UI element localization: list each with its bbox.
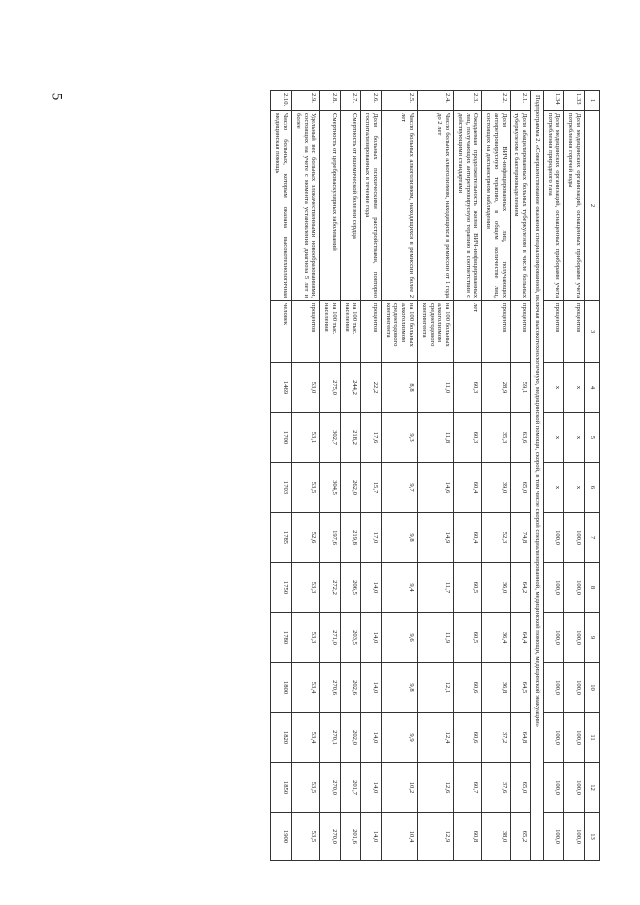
value-cell: 53,5 — [292, 463, 320, 513]
value-cell: 11,9 — [417, 613, 453, 663]
section-row — [531, 91, 544, 861]
value-cell: 14,0 — [361, 763, 382, 813]
value-cell: 59,1 — [510, 363, 531, 413]
table-row — [271, 91, 292, 861]
column-header: 11 — [585, 713, 600, 763]
value-cell: 202,0 — [340, 713, 361, 763]
value-cell: 14,9 — [417, 513, 453, 563]
indicator-name: Доля медицинских организаций, оснащенных приборами учета потребления природного газа — [543, 111, 564, 301]
value-cell: 9,7 — [381, 463, 417, 513]
value-cell: 100,0 — [564, 813, 585, 861]
row-number: 2.4. — [417, 91, 453, 111]
value-cell: 201,6 — [340, 813, 361, 861]
value-cell: 65,2 — [510, 813, 531, 861]
value-cell: 11,0 — [417, 363, 453, 413]
page-number: 5 — [48, 92, 65, 101]
value-cell: 275,0 — [320, 363, 341, 413]
indicator-name: Ожидаемая продолжительность жизни ВИЧ-инфицированных лиц, получающих антиретровирусную терапию в соответствии с действующими стандартами — [454, 111, 482, 301]
value-cell: 304,5 — [320, 463, 341, 513]
value-cell: 14,0 — [361, 613, 382, 663]
value-cell: 100,0 — [543, 513, 564, 563]
value-cell: 1800 — [271, 663, 292, 713]
value-cell: 22,2 — [361, 363, 382, 413]
value-cell: 14,0 — [361, 813, 382, 861]
value-cell: 1900 — [271, 813, 292, 861]
indicator-name: Доля абацилированных больных туберкулезом в числе больных туберкулезом с бактериовыделением — [510, 111, 531, 301]
value-cell: x — [543, 463, 564, 513]
value-cell: 270,6 — [320, 663, 341, 713]
value-cell: 9,6 — [381, 613, 417, 663]
indicator-name: Доля ВИЧ-инфицированных лиц, получающих антиретровирусную терапию, в общем количестве лиц, состоящих на диспансерном наблюдении — [482, 111, 510, 301]
indicator-name: Доля медицинских организаций, оснащенных приборами учета потребления горячей воды — [564, 111, 585, 301]
row-number: 2.8. — [320, 91, 341, 111]
value-cell: 1750 — [271, 563, 292, 613]
value-cell: 14,6 — [417, 463, 453, 513]
value-cell: 219,8 — [340, 513, 361, 563]
value-cell: 100,0 — [564, 713, 585, 763]
value-cell: 64,4 — [510, 613, 531, 663]
unit-cell: на 100 больных алкоголизмом среднегодового контингента — [381, 301, 417, 363]
table-row — [292, 91, 320, 861]
value-cell: 302,7 — [320, 413, 341, 463]
column-header: 8 — [585, 563, 600, 613]
indicator-name: Число больных, которым оказана высокотехнологичная медицинская помощь — [271, 111, 292, 301]
unit-cell: процентов — [510, 301, 531, 363]
column-header: 12 — [585, 763, 600, 813]
value-cell: 9,3 — [381, 413, 417, 463]
value-cell: 270,0 — [320, 763, 341, 813]
value-cell: 60,6 — [454, 713, 482, 763]
value-cell: 65,0 — [510, 763, 531, 813]
value-cell: 53,5 — [292, 813, 320, 861]
column-header: 6 — [585, 463, 600, 513]
column-header: 13 — [585, 813, 600, 861]
table-row — [361, 91, 382, 861]
table-row — [340, 91, 361, 861]
unit-cell: процентов — [543, 301, 564, 363]
value-cell: 1703 — [271, 463, 292, 513]
value-cell: x — [564, 363, 585, 413]
row-number: 2.6. — [361, 91, 382, 111]
row-number: 2.5. — [381, 91, 417, 111]
value-cell: 39,0 — [482, 463, 510, 513]
table-row — [482, 91, 510, 861]
table-row — [510, 91, 531, 861]
value-cell: 271,0 — [320, 613, 341, 663]
value-cell: 100,0 — [543, 613, 564, 663]
value-cell: 52,3 — [482, 513, 510, 563]
value-cell: 100,0 — [543, 813, 564, 861]
value-cell: 12,1 — [417, 663, 453, 713]
table-row — [320, 91, 341, 861]
unit-cell: лет — [454, 301, 482, 363]
value-cell: 10,2 — [381, 763, 417, 813]
value-cell: 218,2 — [340, 413, 361, 463]
value-cell: 10,4 — [381, 813, 417, 861]
value-cell: 11,7 — [417, 563, 453, 613]
indicator-name: Смертность от ишемической болезни сердца — [340, 111, 361, 301]
value-cell: 53,1 — [292, 413, 320, 463]
value-cell: 100,0 — [564, 613, 585, 663]
value-cell: 14,0 — [361, 663, 382, 713]
value-cell: 8,8 — [381, 363, 417, 413]
value-cell: 53,4 — [292, 713, 320, 763]
value-cell: 65,0 — [510, 463, 531, 513]
value-cell: 203,5 — [340, 613, 361, 663]
value-cell: 37,6 — [482, 763, 510, 813]
value-cell: 53,3 — [292, 563, 320, 613]
value-cell: 1469 — [271, 363, 292, 413]
value-cell: 244,2 — [340, 363, 361, 413]
value-cell: 100,0 — [564, 763, 585, 813]
value-cell: 60,8 — [454, 813, 482, 861]
column-header: 4 — [585, 363, 600, 413]
value-cell: 100,0 — [564, 513, 585, 563]
value-cell: 53,5 — [292, 763, 320, 813]
table-row — [381, 91, 417, 861]
value-cell: 201,7 — [340, 763, 361, 813]
value-cell: 17,0 — [361, 513, 382, 563]
value-cell: x — [564, 463, 585, 513]
unit-cell: человек — [271, 301, 292, 363]
table-row — [543, 91, 564, 861]
indicator-name: Удельный вес больных злокачественными новообразованиями, состоящих на учете с момента установления диагноза 5 лет и более — [292, 111, 320, 301]
row-number: 2.7. — [340, 91, 361, 111]
value-cell: 38,0 — [482, 813, 510, 861]
value-cell: 60,5 — [454, 563, 482, 613]
column-header: 10 — [585, 663, 600, 713]
value-cell: 206,5 — [340, 563, 361, 613]
value-cell: x — [543, 413, 564, 463]
unit-cell: процентов — [361, 301, 382, 363]
value-cell: 60,7 — [454, 763, 482, 813]
indicator-name: Число больных алкоголизмом, находящихся в ремиссии от 1 года до 2 лет — [417, 111, 453, 301]
value-cell: 197,6 — [320, 513, 341, 563]
value-cell: 15,7 — [361, 463, 382, 513]
value-cell: 9,8 — [381, 663, 417, 713]
value-cell: 1820 — [271, 713, 292, 763]
value-cell: 1785 — [271, 513, 292, 563]
unit-cell: на 100 больных алкоголизмом среднегодового контингента — [417, 301, 453, 363]
value-cell: 60,6 — [454, 663, 482, 713]
value-cell: 63,6 — [510, 413, 531, 463]
value-cell: 37,2 — [482, 713, 510, 763]
value-cell: 12,4 — [417, 713, 453, 763]
value-cell: 60,5 — [454, 613, 482, 663]
unit-cell: на 100 тыс. населения — [340, 301, 361, 363]
value-cell: 53,3 — [292, 613, 320, 663]
value-cell: 35,3 — [482, 413, 510, 463]
value-cell: 11,8 — [417, 413, 453, 463]
value-cell: 262,0 — [340, 463, 361, 513]
value-cell: 60,4 — [454, 513, 482, 563]
row-number: 2.1. — [510, 91, 531, 111]
value-cell: 100,0 — [543, 713, 564, 763]
column-header: 1 — [585, 91, 600, 111]
indicator-name: Доля больных психическими расстройствами, повторно госпитализированных в течение года — [361, 111, 382, 301]
value-cell: x — [564, 413, 585, 463]
value-cell: 100,0 — [564, 663, 585, 713]
value-cell: 60,4 — [454, 463, 482, 513]
unit-cell: процентов — [564, 301, 585, 363]
unit-cell: на 100 тыс. населения — [320, 301, 341, 363]
rotated-table-container — [70, 90, 600, 860]
value-cell: 53,0 — [292, 363, 320, 413]
column-header: 2 — [585, 111, 600, 301]
row-number: 1.34 — [543, 91, 564, 111]
indicator-name: Смертность от цереброваскулярных заболеваний — [320, 111, 341, 301]
value-cell: 100,0 — [564, 563, 585, 613]
value-cell: 270,1 — [320, 713, 341, 763]
row-number: 1.33 — [564, 91, 585, 111]
value-cell: 64,5 — [510, 663, 531, 713]
value-cell: 14,0 — [361, 713, 382, 763]
value-cell: 53,4 — [292, 663, 320, 713]
value-cell: 9,9 — [381, 713, 417, 763]
value-cell: 9,4 — [381, 563, 417, 613]
table-body — [271, 91, 585, 861]
value-cell: 52,6 — [292, 513, 320, 563]
indicators-table — [271, 90, 601, 861]
value-cell: 74,8 — [510, 513, 531, 563]
unit-cell: процентов — [292, 301, 320, 363]
value-cell: 9,8 — [381, 513, 417, 563]
value-cell: 1780 — [271, 613, 292, 663]
header-row — [585, 91, 600, 861]
value-cell: 1700 — [271, 413, 292, 463]
value-cell: x — [543, 363, 564, 413]
value-cell: 270,0 — [320, 813, 341, 861]
value-cell: 100,0 — [543, 563, 564, 613]
value-cell: 14,0 — [361, 563, 382, 613]
value-cell: 12,6 — [417, 763, 453, 813]
value-cell: 36,0 — [482, 563, 510, 613]
column-header: 7 — [585, 513, 600, 563]
table-row — [417, 91, 453, 861]
table-row — [564, 91, 585, 861]
value-cell: 100,0 — [543, 763, 564, 813]
table-row — [454, 91, 482, 861]
row-number: 2.3. — [454, 91, 482, 111]
value-cell: 1850 — [271, 763, 292, 813]
value-cell: 272,2 — [320, 563, 341, 613]
row-number: 2.2. — [482, 91, 510, 111]
section-title: Подпрограмма 2. «Совершенствование оказания специализированной, включая высокотехнологичную, медицинской помощи, скорой, в том числе скорой специализированной, медицинской помощи, медицинской эвакуации» — [531, 91, 544, 861]
value-cell: 60,3 — [454, 413, 482, 463]
value-cell: 202,6 — [340, 663, 361, 713]
value-cell: 64,8 — [510, 713, 531, 763]
value-cell: 36,4 — [482, 613, 510, 663]
column-header: 9 — [585, 613, 600, 663]
row-number: 2.10. — [271, 91, 292, 111]
value-cell: 100,0 — [543, 663, 564, 713]
column-header: 3 — [585, 301, 600, 363]
row-number: 2.9. — [292, 91, 320, 111]
column-header: 5 — [585, 413, 600, 463]
value-cell: 60,3 — [454, 363, 482, 413]
value-cell: 64,2 — [510, 563, 531, 613]
value-cell: 12,9 — [417, 813, 453, 861]
unit-cell: процентов — [482, 301, 510, 363]
indicator-name: Число больных алкоголизмом, находящихся в ремиссии более 2 лет — [381, 111, 417, 301]
value-cell: 28,9 — [482, 363, 510, 413]
value-cell: 17,6 — [361, 413, 382, 463]
value-cell: 36,8 — [482, 663, 510, 713]
